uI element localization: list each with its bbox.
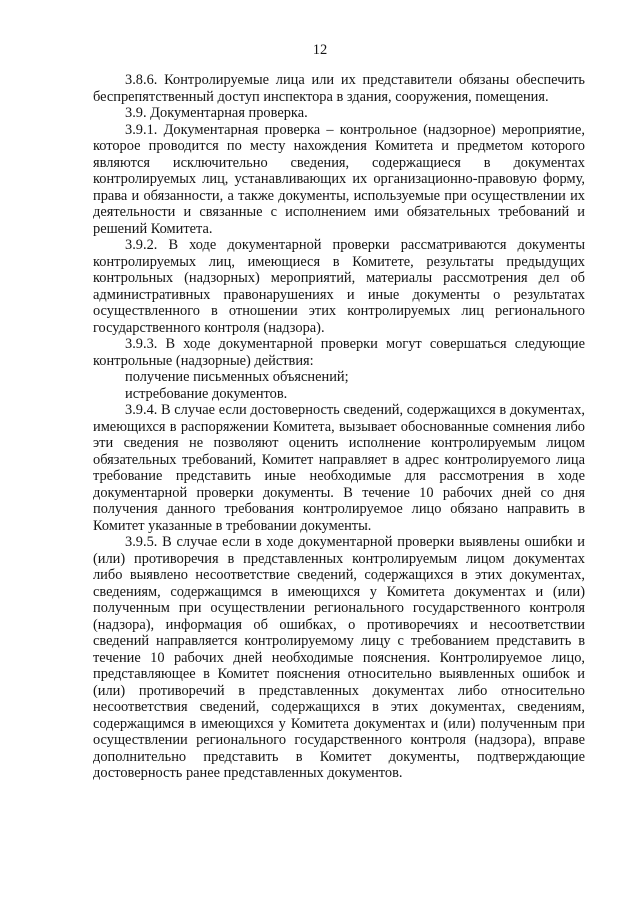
list-item-documents: истребование документов. — [125, 385, 288, 402]
page-number: 12 — [312, 42, 328, 58]
heading-3-9: 3.9. Документарная проверка. — [125, 105, 308, 121]
paragraph-3-8-6: 3.8.6. Контролируемые лица или их представители обязаны обеспечить беспрепятственный доступ инспектора в здания, сооружения, помещения. — [93, 72, 585, 105]
paragraph-3-9-3: 3.9.3. В ходе документарной проверки могут совершаться следующие контрольные (надзорные) действия: — [93, 336, 585, 369]
paragraph-3-9-5: 3.9.5. В случае если в ходе документарной проверки выявлены ошибки и (или) противоречия в представленных контролируемым лицом документах либо выявлено несоответствие сведений, содержащихся в этих документах, сведениям, содержащимся в имеющихся у Комитета документах и (или) полученным при осуществлении регионального государственного контроля (надзора), информация об ошибках, о противоречиях и несоответствии сведений направляется контролируемому лицу с требованием представить в течение 10 рабочих дней необходимые пояснения. Контролируемое лицо, представляющее в Комитет пояснения относительно выявленных ошибок и (или) противоречий в представленных документах либо относительно несоответствия сведений, содержащихся в этих документах, сведениям, содержащимся в имеющихся у Комитета документах и (или) полученным при осуществлении регионального государственного контроля (надзора), вправе дополнительно представить в Комитет документы, подтверждающие достоверность ранее представленных документов. — [93, 534, 585, 781]
document-body — [93, 72, 585, 782]
paragraph-3-9-2: 3.9.2. В ходе документарной проверки рассматриваются документы контролируемых лиц, имеющиеся в Комитете, результаты предыдущих контрольных (надзорных) мероприятий, материалы рассмотрения дел об административных правонарушениях и иные документы о результатах осуществленного в отношении этих контролируемых лиц регионального государственного контроля (надзора). — [93, 237, 585, 336]
paragraph-3-9-4: 3.9.4. В случае если достоверность сведений, содержащихся в документах, имеющихся в распоряжении Комитета, вызывает обоснованные сомнения либо эти сведения не позволяют оценить исполнение контролируемым лицом обязательных требований, Комитет направляет в адрес контролируемого лица требование представить иные необходимые для рассмотрения в ходе документарной проверки документы. В течение 10 рабочих дней со дня получения данного требования контролируемое лицо обязано направить в Комитет указанные в требовании документы. — [93, 402, 585, 534]
list-item-explanations: получение письменных объяснений; — [125, 369, 349, 385]
paragraph-3-9-1: 3.9.1. Документарная проверка – контрольное (надзорное) мероприятие, которое проводится по месту нахождения Комитета и предметом которого являются исключительно сведения, содержащиеся в документах контролируемых лиц, устанавливающих их организационно-правовую форму, права и обязанности, а также документы, используемые при осуществлении их деятельности и связанные с исполнением ими обязательных требований и решений Комитета. — [93, 121, 585, 237]
